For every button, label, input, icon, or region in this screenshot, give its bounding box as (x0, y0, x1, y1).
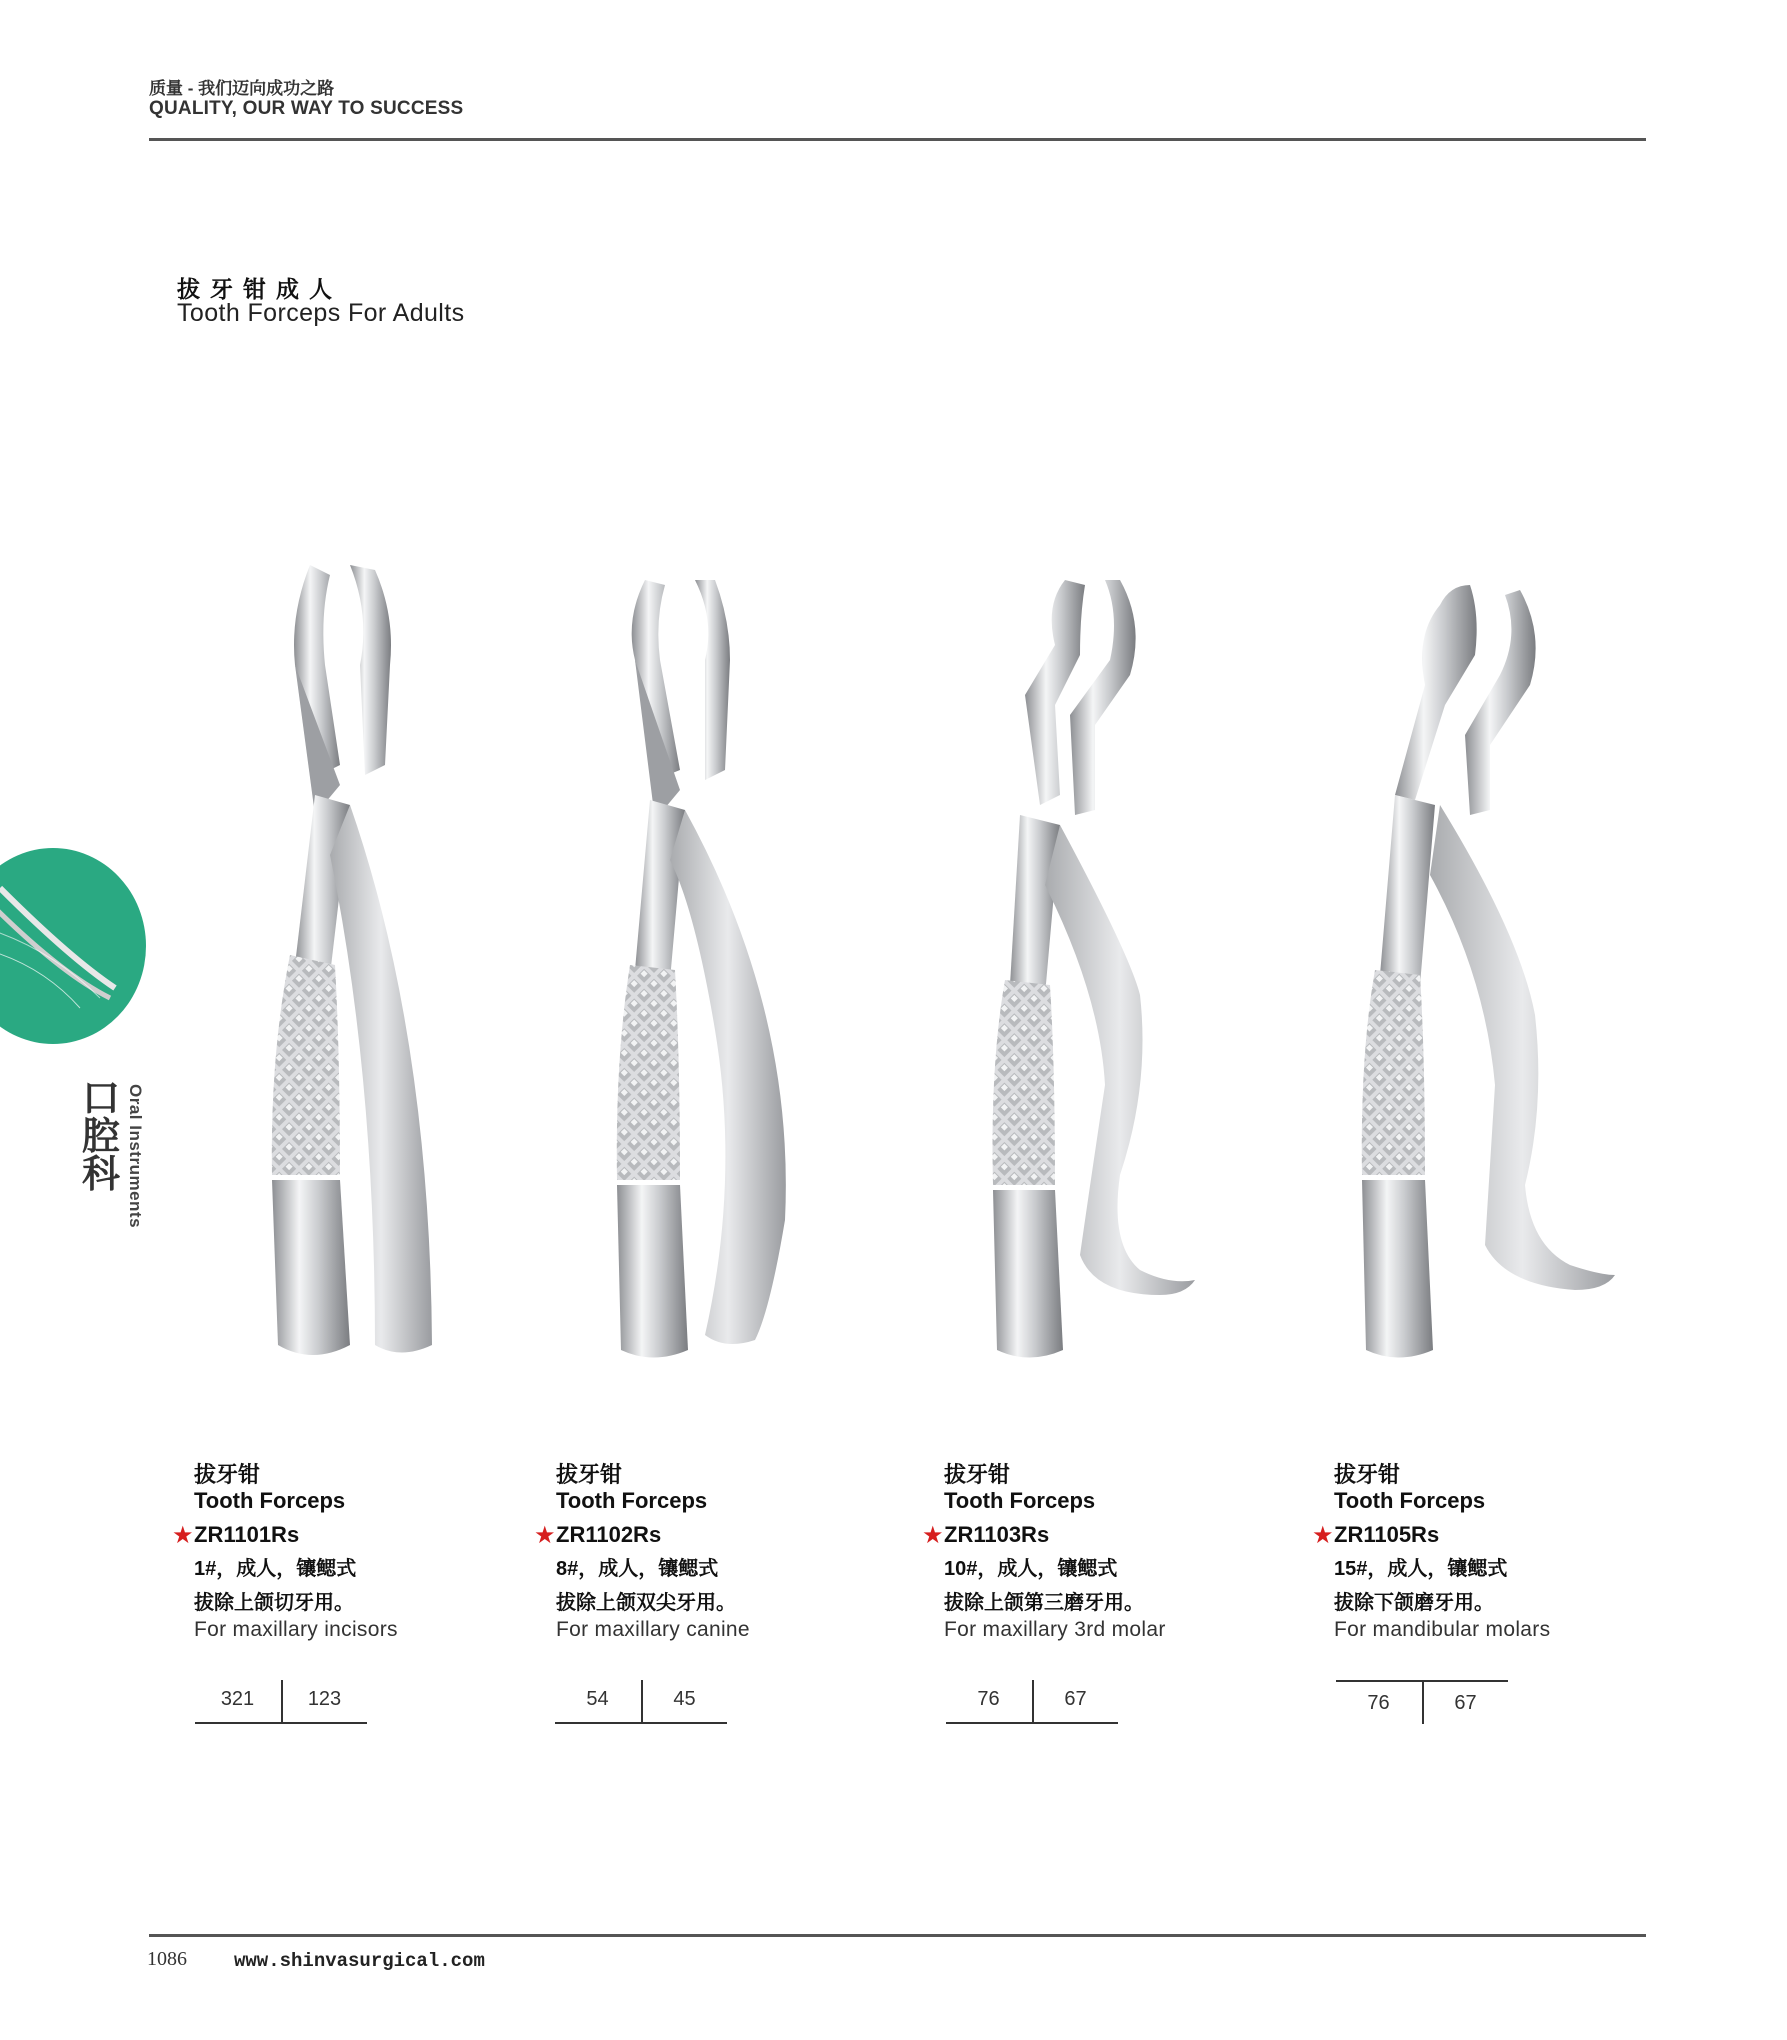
product-spec-cn: 8#，成人，镶鳃式 (556, 1558, 719, 1580)
dimension-rule (195, 1722, 367, 1724)
product-code-text: ZR1103Rs (944, 1522, 1050, 1547)
dimension-value: 76 (977, 1688, 1000, 1710)
product-code (172, 1522, 514, 1552)
forceps-thumbnail-icon (0, 848, 146, 1044)
star-icon: ★ (922, 1522, 944, 1549)
product-use-en: For maxillary canine (556, 1618, 750, 1641)
product-name-cn: 拔牙钳 (1334, 1462, 1401, 1487)
product-name-en: Tooth Forceps (194, 1488, 346, 1513)
product-use-cn: 拔除上颌第三磨牙用。 (944, 1592, 1144, 1614)
product-code-text: ZR1105Rs (1334, 1522, 1440, 1547)
category-char: 科 (82, 1154, 121, 1196)
product-card (922, 1458, 1264, 1642)
dimension-value: 45 (673, 1688, 696, 1710)
dimension-rule (946, 1722, 1118, 1724)
product-use-en: For maxillary 3rd molar (944, 1618, 1166, 1641)
website-link[interactable]: www.shinvasurgical.com (234, 1950, 485, 1972)
product-spec-cn: 15#，成人，镶鳃式 (1334, 1558, 1508, 1580)
product-card (534, 1458, 876, 1642)
product-use-cn: 拔除上颌切牙用。 (194, 1592, 354, 1614)
footer-rule (149, 1934, 1646, 1937)
section-title-en: Tooth Forceps For Adults (177, 299, 465, 327)
product-dimensions (555, 1680, 727, 1724)
category-char: 口 (82, 1078, 121, 1120)
section-title-cn: 拔牙钳成人 (177, 276, 342, 302)
dimension-value: 76 (1367, 1692, 1390, 1714)
dimension-rule (555, 1722, 727, 1724)
category-label-cn (82, 1078, 121, 1196)
category-badge (0, 848, 146, 1044)
category-char: 腔 (82, 1116, 121, 1158)
product-name-en: Tooth Forceps (556, 1488, 708, 1513)
star-icon: ★ (534, 1522, 556, 1549)
dimension-value: 321 (220, 1688, 255, 1710)
header-rule (149, 138, 1646, 141)
slogan-cn: 质量 - 我们迈向成功之路 (149, 79, 335, 98)
product-card (1312, 1458, 1654, 1642)
product-use-cn: 拔除上颌双尖牙用。 (556, 1592, 736, 1614)
product-use-cn: 拔除下颌磨牙用。 (1334, 1592, 1494, 1614)
product-name-cn: 拔牙钳 (944, 1462, 1011, 1487)
star-icon: ★ (172, 1522, 194, 1549)
dimension-value: 54 (586, 1688, 609, 1710)
star-icon: ★ (1312, 1522, 1334, 1549)
product-use-en: For maxillary incisors (194, 1618, 398, 1641)
product-dimensions (195, 1680, 367, 1724)
dimension-value: 67 (1454, 1692, 1477, 1714)
product-code (922, 1522, 1264, 1552)
product-code-text: ZR1101Rs (194, 1522, 300, 1547)
dimension-value: 67 (1064, 1688, 1087, 1710)
product-dimensions (1336, 1680, 1508, 1724)
forceps-zr1102-image (555, 560, 815, 1370)
product-spec-cn: 10#，成人，镶鳃式 (944, 1558, 1118, 1580)
forceps-zr1101-image (200, 555, 460, 1365)
product-dimensions (946, 1680, 1118, 1724)
forceps-zr1105-image (1320, 555, 1620, 1365)
product-code (1312, 1522, 1654, 1552)
dimension-value: 123 (307, 1688, 342, 1710)
product-spec-cn: 1#，成人，镶鳃式 (194, 1558, 357, 1580)
product-card (172, 1458, 514, 1642)
product-name-en: Tooth Forceps (1334, 1488, 1486, 1513)
forceps-zr1103-image (945, 565, 1205, 1365)
slogan-en: QUALITY, OUR WAY TO SUCCESS (149, 98, 464, 119)
product-code (534, 1522, 876, 1552)
product-code-text: ZR1102Rs (556, 1522, 662, 1547)
category-label-en: Oral Instruments (126, 1084, 145, 1229)
product-name-en: Tooth Forceps (944, 1488, 1096, 1513)
product-name-cn: 拔牙钳 (194, 1462, 261, 1487)
product-use-en: For mandibular molars (1334, 1618, 1551, 1641)
product-name-cn: 拔牙钳 (556, 1462, 623, 1487)
page-number: 1086 (147, 1948, 187, 1970)
